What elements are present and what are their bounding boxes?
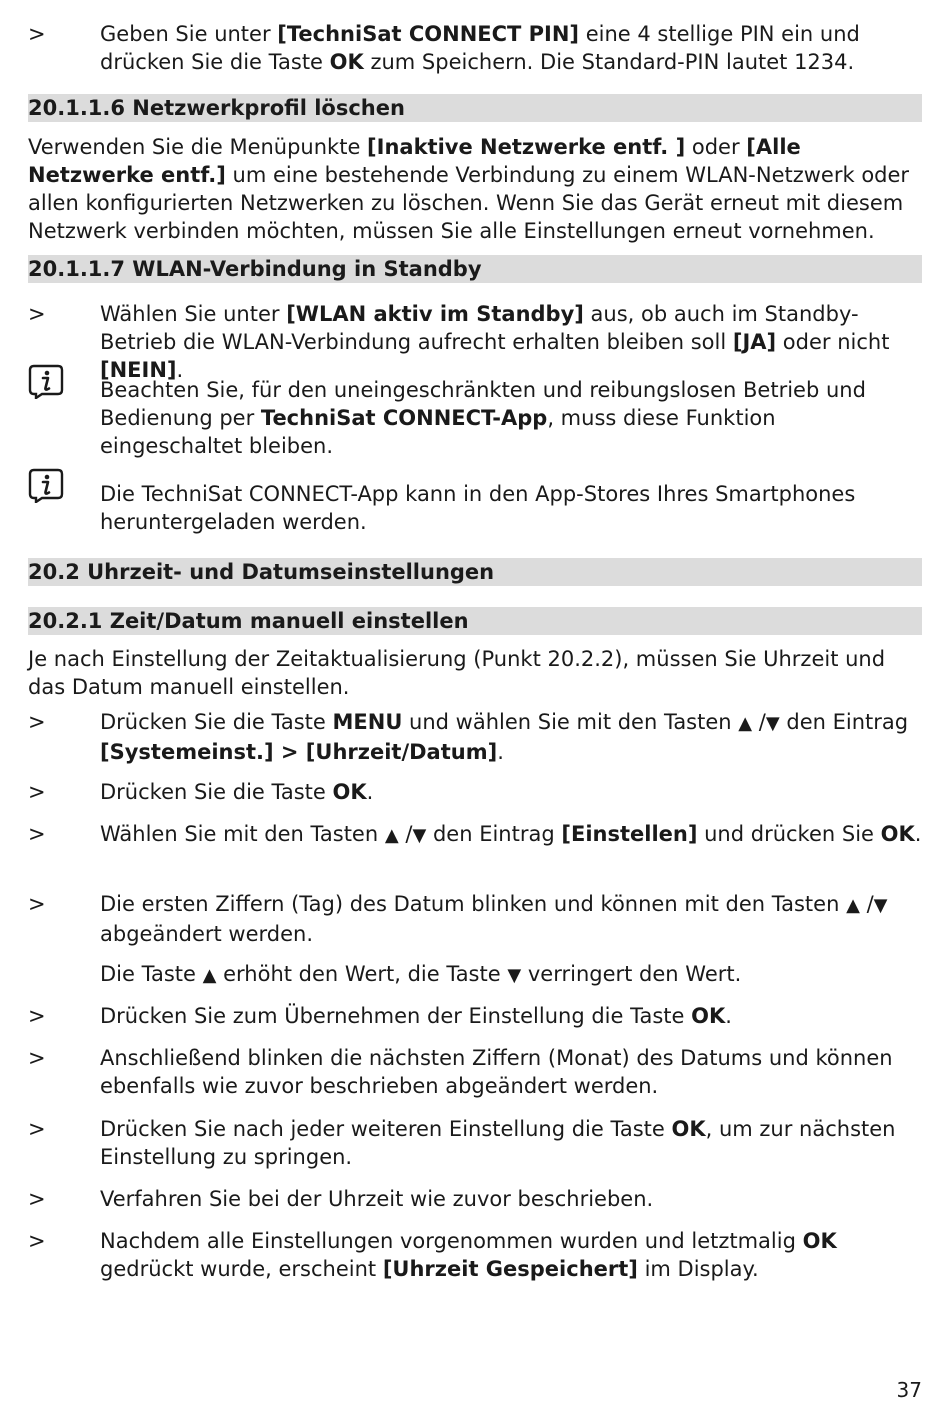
step-marker: > [28, 1187, 46, 1211]
step-marker: > [28, 302, 46, 326]
step-menu [28, 708, 922, 766]
bold-term: [NEIN] [100, 358, 177, 382]
step-text [100, 1044, 922, 1100]
step-gespeichert [28, 1227, 922, 1283]
bold-term: [Einstellen] [561, 822, 698, 846]
step-einstellen [28, 820, 922, 850]
bold-term: OK [802, 1229, 837, 1253]
step-text [100, 778, 922, 806]
info-icon [28, 467, 64, 503]
bold-term: [Inaktive Netzwerke entf. ] [367, 135, 686, 159]
step-marker: > [28, 1004, 46, 1028]
sub-note-taste [28, 960, 922, 990]
text-run: den Eintrag [426, 822, 562, 846]
text-run: Wählen Sie unter [100, 302, 287, 326]
bold-term: [Alle Netzwerke entf.] [28, 135, 801, 187]
text-run: abgeändert werden. [100, 922, 314, 946]
bold-term: OK [691, 1004, 726, 1028]
text-run: / [398, 822, 413, 846]
step-text [100, 1115, 922, 1171]
text-run: / [752, 710, 766, 734]
text-run: Verfahren Sie bei der Uhrzeit wie zuvor beschrieben. [100, 1187, 654, 1211]
step-text [100, 820, 922, 850]
text-run: Die Taste [100, 962, 203, 986]
text-run: Die TechniSat CONNECT-App kann in den App-Stores Ihres Smartphones heruntergeladen werden. [100, 482, 856, 534]
step-marker: > [28, 22, 46, 46]
step-monat [28, 1044, 922, 1100]
text-run: Anschließend blinken die nächsten Ziffern (Monat) des Datums und können ebenfalls wie zuvor beschrieben abgeändert werden. [100, 1046, 893, 1098]
text-run: um eine bestehende Verbindung zu einem WLAN-Netzwerk oder allen konfigurierten Netzwerken zu löschen. Wenn Sie das Gerät erneut mit diesem Netzwerk verbinden möchten, müssen Sie alle Einstellungen erneut vornehmen. [28, 163, 910, 243]
step-text [100, 890, 922, 948]
step-uhrzeit [28, 1185, 922, 1213]
text-run: oder [685, 135, 747, 159]
note-text [100, 363, 922, 460]
text-run: . [914, 822, 922, 846]
text-run: im Display. [637, 1257, 759, 1281]
bold-term: [Uhrzeit Gespeichert] [382, 1257, 638, 1281]
text-run: Beachten Sie, für den uneingeschränkten und reibungslosen Betrieb und Bedienung per [100, 378, 866, 430]
bold-term: OK [671, 1117, 706, 1141]
text-run: . [497, 740, 504, 764]
bold-term: [WLAN aktiv im Standby] [286, 302, 584, 326]
step-marker: > [28, 710, 46, 734]
step-text [100, 708, 922, 766]
sub-note-text [100, 960, 922, 990]
step-text [100, 1227, 922, 1283]
step-text [100, 1002, 922, 1030]
text-run: eine 4 stellige PIN ein und drücken Sie die Taste [100, 22, 860, 74]
section-heading-uhrzeit-datum: 20.2 Uhrzeit- und Datumseinstellungen [28, 558, 922, 586]
arrow-up-key-icon: ▲ [202, 965, 217, 986]
text-run: Drücken Sie die Taste [100, 780, 333, 804]
step-pin [28, 20, 922, 76]
text-run: und drücken Sie [697, 822, 881, 846]
text-run: Wählen Sie mit den Tasten [100, 822, 385, 846]
bold-term: [JA] [732, 330, 777, 354]
step-marker: > [28, 1117, 46, 1141]
text-run: verringert den Wert. [521, 962, 742, 986]
page-number: 37 [896, 1378, 922, 1402]
step-ok [28, 778, 922, 806]
section-heading-zeit-manuell: 20.2.1 Zeit/Datum manuell einstellen [28, 607, 922, 635]
info-note-appstore [28, 467, 922, 536]
text-run: Geben Sie unter [100, 22, 278, 46]
text-run: Die ersten Ziffern (Tag) des Datum blinken und können mit den Tasten [100, 892, 847, 916]
text-run: Nachdem alle Einstellungen vorgenommen wurden und letztmalig [100, 1229, 803, 1253]
step-marker: > [28, 1046, 46, 1070]
bold-term: OK [329, 50, 364, 74]
arrow-down-key-icon: ▼ [765, 713, 780, 734]
step-marker: > [28, 1229, 46, 1253]
text-run: gedrückt wurde, erscheint [100, 1257, 383, 1281]
text-run: Verwenden Sie die Menüpunkte [28, 135, 368, 159]
text-run: oder nicht [776, 330, 890, 354]
section-heading-netzwerkprofil: 20.1.1.6 Netzwerkprofil löschen [28, 94, 922, 122]
step-text [100, 1185, 922, 1213]
text-run: . [725, 1004, 732, 1028]
paragraph-netzwerkprofil [28, 133, 922, 245]
info-note-app [28, 363, 922, 460]
step-marker: > [28, 822, 46, 846]
text-run: Drücken Sie nach jeder weiteren Einstellung die Taste [100, 1117, 672, 1141]
arrow-down-key-icon: ▼ [507, 965, 522, 986]
arrow-up-key-icon: ▲ [846, 895, 860, 916]
arrow-down-key-icon: ▼ [873, 895, 888, 916]
step-marker: > [28, 780, 46, 804]
paragraph-zeit-intro [28, 645, 922, 701]
text-run: Je nach Einstellung der Zeitaktualisierung (Punkt 20.2.2), müssen Sie Uhrzeit und das Datum manuell einstellen. [28, 647, 886, 699]
text-run: , muss diese Funktion eingeschaltet bleiben. [100, 406, 776, 458]
text-run: / [859, 892, 874, 916]
text-run: den Eintrag [779, 710, 909, 734]
bold-term: [Systemeinst.] > [Uhrzeit/Datum] [100, 740, 498, 764]
text-run: erhöht den Wert, die Taste [216, 962, 508, 986]
bold-term: OK [332, 780, 367, 804]
step-marker: > [28, 892, 46, 916]
text-run: zum Speichern. Die Standard-PIN lautet 1234. [363, 50, 855, 74]
arrow-up-key-icon: ▲ [384, 825, 399, 846]
bold-term: [TechniSat CONNECT PIN] [277, 22, 580, 46]
text-run: , um zur nächsten Einstellung zu springen. [100, 1117, 896, 1169]
bold-term: TechniSat CONNECT-App [260, 406, 548, 430]
step-uebernehmen [28, 1002, 922, 1030]
text-run: Drücken Sie zum Übernehmen der Einstellung die Taste [100, 1004, 692, 1028]
text-run: aus, ob auch im Standby-Betrieb die WLAN-Verbindung aufrecht erhalten bleiben soll [100, 302, 859, 354]
section-heading-wlan-standby: 20.1.1.7 WLAN-Verbindung in Standby [28, 255, 922, 283]
step-tag-blinken [28, 890, 922, 948]
text-run: . [176, 358, 184, 382]
bold-term: MENU [332, 710, 403, 734]
text-run: . [366, 780, 374, 804]
step-text [100, 20, 922, 76]
step-weitere [28, 1115, 922, 1171]
text-run: Drücken Sie die Taste [100, 710, 333, 734]
bold-term: OK [880, 822, 915, 846]
text-run: und wählen Sie mit den Tasten [402, 710, 739, 734]
arrow-down-key-icon: ▼ [412, 825, 427, 846]
note-text [100, 467, 922, 536]
arrow-up-key-icon: ▲ [738, 713, 753, 734]
info-icon [28, 363, 64, 399]
